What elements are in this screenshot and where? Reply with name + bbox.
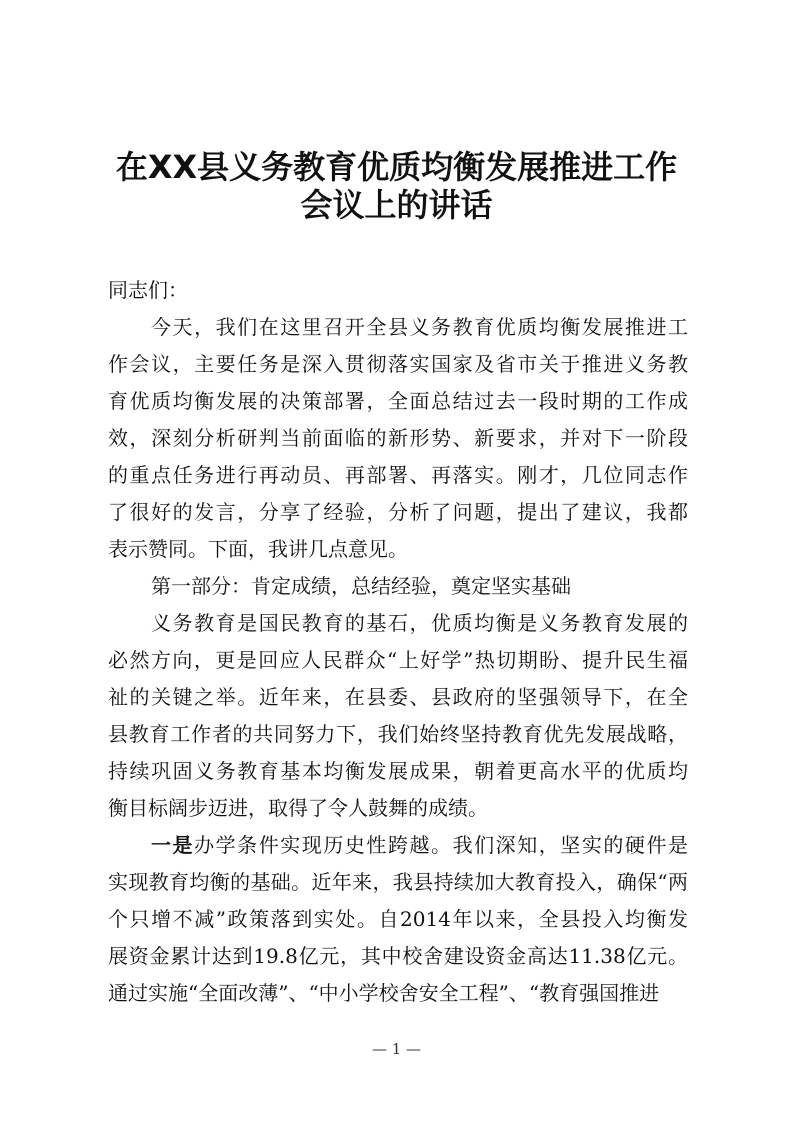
line-text: 衡目标阔步迈进，取得了令人鼓舞的成绩。	[108, 796, 488, 820]
line-text: 了很好的发言，分享了经验，分析了问题，提出了建议，我都	[108, 500, 688, 524]
line-text: 育优质均衡发展的决策部署，全面总结过去一段时期的工作成	[108, 389, 688, 413]
line-text: 祉的关键之举。近年来，在县委、县政府的坚强领导下，在全	[108, 685, 688, 709]
line-text: 通过实施“全面改薄”、“中小学校舍安全工程”、“教育强国推进	[108, 981, 660, 1005]
salutation: 同志们：	[108, 278, 188, 302]
paragraph-line	[108, 753, 688, 790]
paragraph-line	[108, 975, 688, 1012]
paragraph	[108, 827, 688, 1012]
paragraph-line	[108, 420, 688, 457]
line-text: 表示赞同。下面，我讲几点意见。	[108, 537, 408, 561]
paragraph-line	[108, 938, 688, 975]
paragraph-line	[108, 346, 688, 383]
line-text: 持续巩固义务教育基本均衡发展成果，朝着更高水平的优质均	[108, 759, 688, 783]
paragraph-line	[108, 383, 688, 420]
title-line-1: 在XX县义务教育优质均衡发展推进工作	[115, 148, 678, 186]
paragraph-lead: 一是	[151, 833, 195, 857]
line-text: 作会议，主要任务是深入贯彻落实国家及省市关于推进义务教	[108, 352, 688, 376]
line-text: 效，深刻分析研判当前面临的新形势、新要求，并对下一阶段	[108, 426, 688, 450]
paragraph-line	[108, 568, 688, 605]
line-text: 今天，我们在这里召开全县义务教育优质均衡发展推进工	[151, 315, 688, 339]
paragraph-line	[108, 790, 688, 827]
paragraph	[108, 568, 688, 605]
paragraph-line	[108, 827, 688, 864]
document-title	[100, 148, 693, 224]
paragraph-line	[108, 457, 688, 494]
line-text: 第一部分：肯定成绩，总结经验，奠定坚实基础	[151, 574, 571, 598]
line-text: 实现教育均衡的基础。近年来，我县持续加大教育投入，确保“两	[108, 870, 688, 894]
paragraph-line	[108, 309, 688, 346]
line-text: 个只增不减”政策落到实处。自2014年以来，全县投入均衡发	[108, 907, 688, 931]
title-line-2: 会议上的讲话	[300, 186, 493, 224]
line-text: 县教育工作者的共同努力下，我们始终坚持教育优先发展战略，	[108, 722, 688, 746]
document-body	[108, 272, 688, 1012]
line-text: 展资金累计达到19.8亿元，其中校舍建设资金高达11.38亿元。	[108, 944, 688, 968]
paragraph-line	[108, 864, 688, 901]
line-text: 义务教育是国民教育的基石，优质均衡是义务教育发展的	[151, 611, 688, 635]
paragraph-line	[108, 679, 688, 716]
paragraph	[108, 605, 688, 827]
paragraph-line	[108, 642, 688, 679]
paragraph-line	[108, 531, 688, 568]
paragraph-line	[108, 716, 688, 753]
line-text: 的重点任务进行再动员、再部署、再落实。刚才，几位同志作	[108, 463, 688, 487]
paragraph-line	[108, 605, 688, 642]
page-number: — 1 —	[371, 1040, 422, 1058]
line-text: 必然方向，更是回应人民群众“上好学”热切期盼、提升民生福	[108, 648, 688, 672]
paragraph	[108, 309, 688, 568]
paragraph-line	[108, 901, 688, 938]
line-text: 办学条件实现历史性跨越。我们深知，坚实的硬件是	[194, 833, 689, 857]
paragraph-line	[108, 494, 688, 531]
